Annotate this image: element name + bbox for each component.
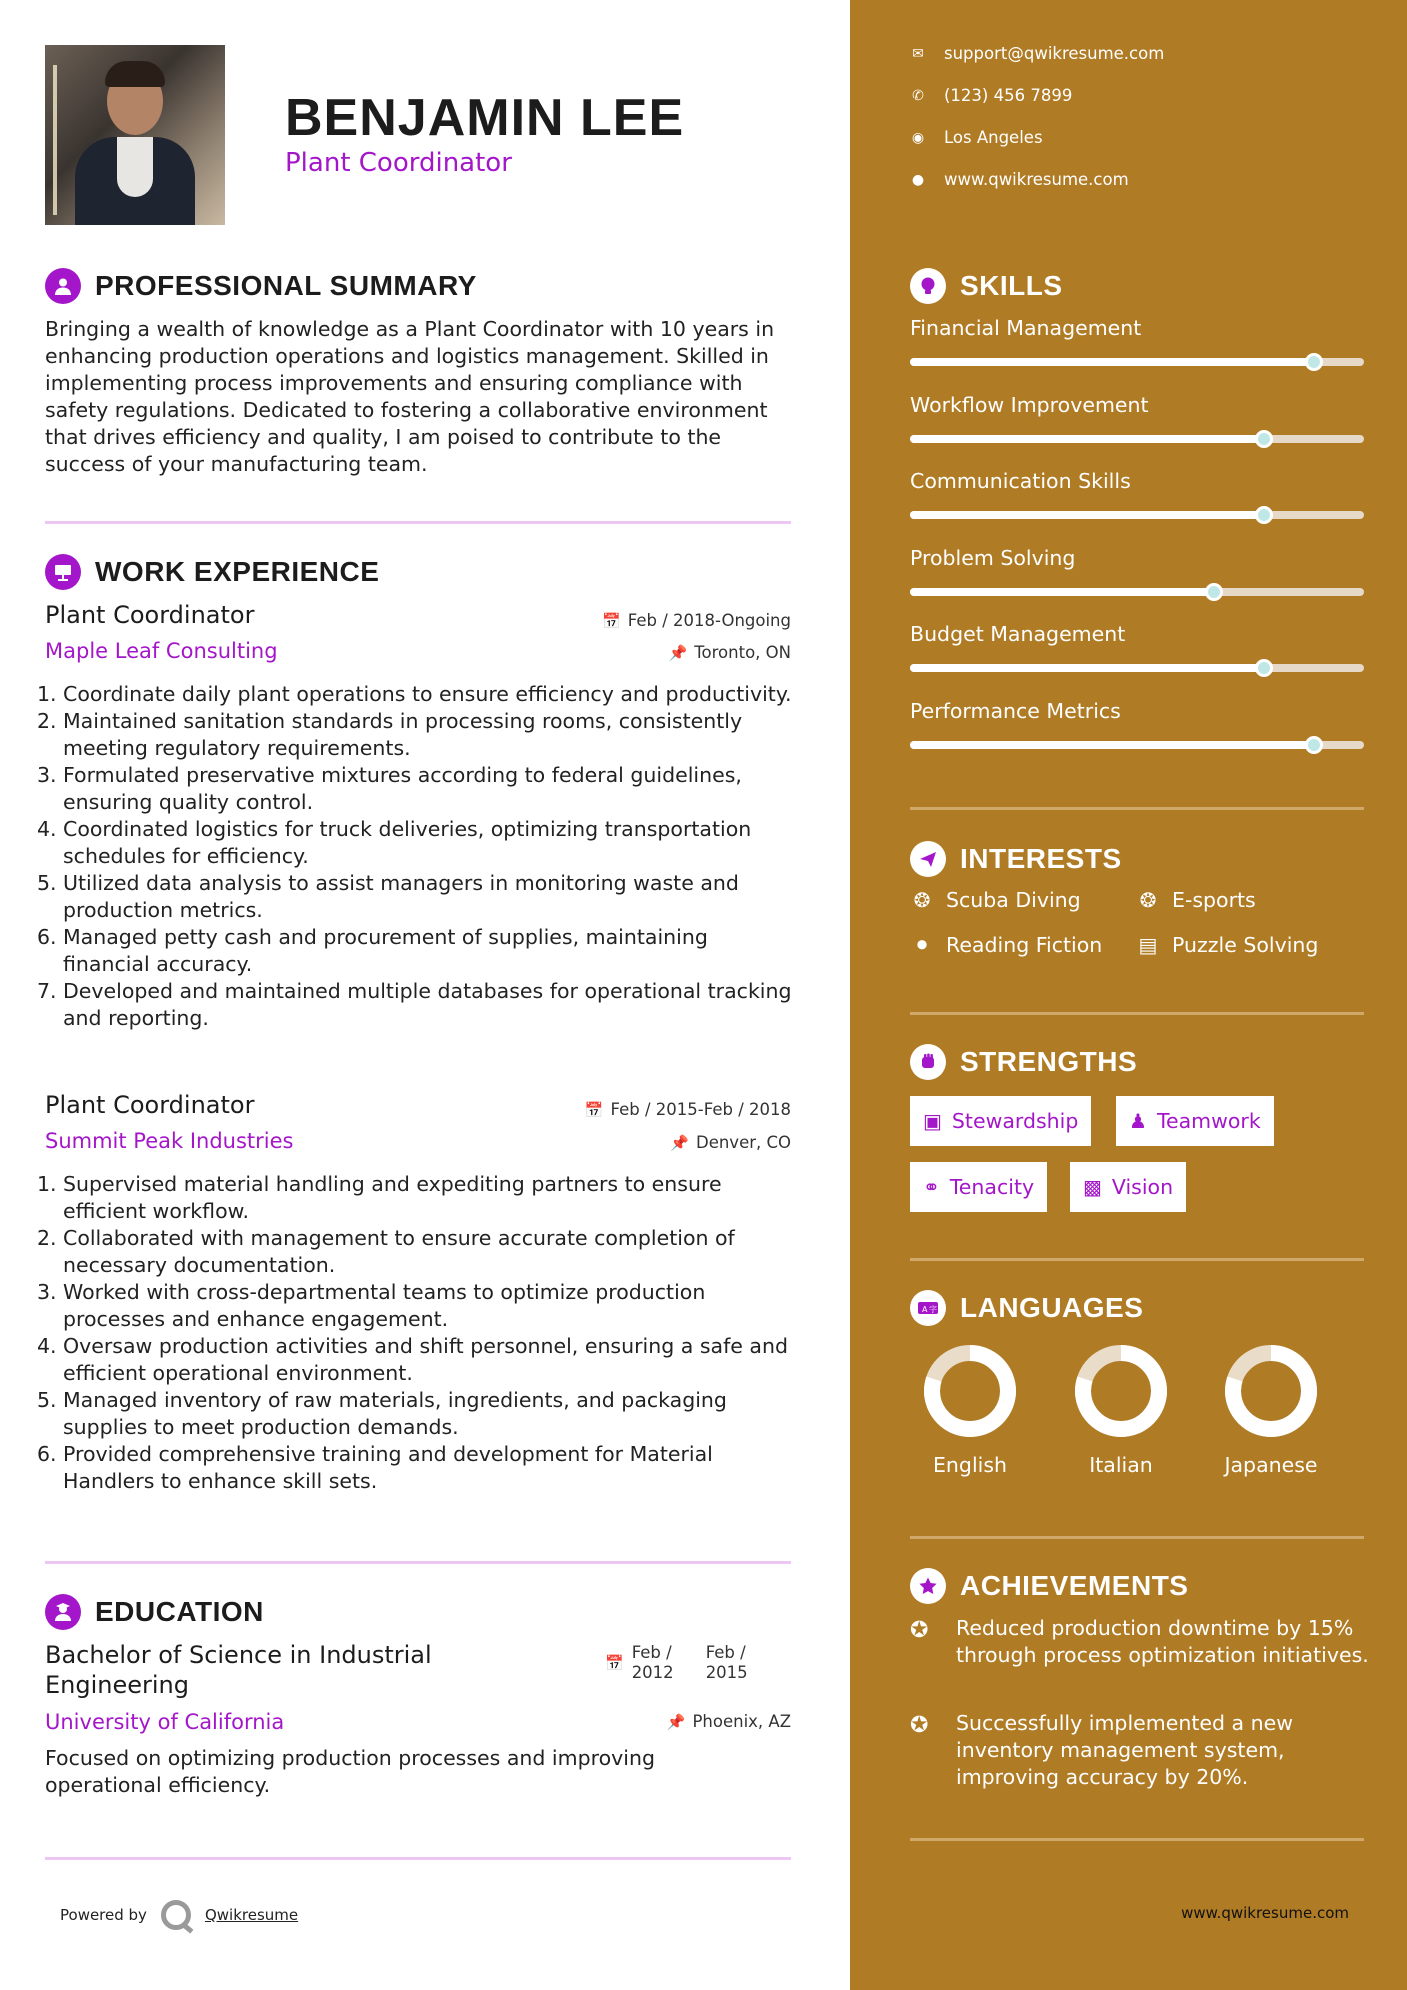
shooting-star-icon: ✪ bbox=[910, 1713, 929, 1738]
strength-tag bbox=[910, 1096, 1091, 1146]
languages-heading-text: LANGUAGES bbox=[960, 1292, 1144, 1323]
list-item bbox=[37, 1225, 795, 1279]
skill-name: Workflow Improvement bbox=[910, 392, 1149, 417]
brand-link[interactable]: Qwikresume bbox=[204, 1906, 299, 1924]
list-number: 1. bbox=[37, 682, 57, 706]
lifebuoy-icon: ❂ bbox=[1139, 888, 1157, 912]
strength-tag bbox=[1070, 1162, 1186, 1212]
list-number: 4. bbox=[37, 817, 57, 841]
job-location-text: Toronto, ON bbox=[694, 643, 791, 662]
list-item bbox=[37, 1441, 795, 1495]
education-start-month: Feb / bbox=[631, 1643, 672, 1662]
achievement-item bbox=[910, 1710, 1370, 1791]
user-icon bbox=[45, 268, 81, 304]
list-number: 2. bbox=[37, 709, 57, 733]
list-item bbox=[37, 1387, 795, 1441]
summary-heading bbox=[45, 268, 477, 304]
strength-tag bbox=[1116, 1096, 1274, 1146]
lifebuoy-icon: ❂ bbox=[913, 888, 931, 912]
interest-label: Scuba Diving bbox=[946, 888, 1081, 912]
job-duties-list bbox=[37, 681, 795, 1032]
interest-label: Reading Fiction bbox=[946, 933, 1103, 957]
education-dates bbox=[605, 1643, 748, 1683]
candidate-name: BENJAMIN LEE bbox=[285, 89, 685, 147]
list-item bbox=[37, 924, 795, 978]
skill-name: Performance Metrics bbox=[910, 698, 1121, 723]
skill-bar bbox=[910, 511, 1364, 519]
list-item bbox=[37, 1171, 795, 1225]
list-number: 5. bbox=[37, 871, 57, 895]
calendar-icon: 📅 bbox=[605, 1654, 624, 1672]
skill-bar-fill bbox=[910, 511, 1264, 519]
link-icon: ⚭ bbox=[923, 1175, 940, 1199]
list-item bbox=[37, 1333, 795, 1387]
list-number: 6. bbox=[37, 1442, 57, 1466]
job-company: Maple Leaf Consulting bbox=[45, 639, 278, 663]
list-item bbox=[37, 762, 795, 816]
list-number: 6. bbox=[37, 925, 57, 949]
location-text: Los Angeles bbox=[944, 128, 1043, 147]
divider bbox=[45, 1561, 791, 1564]
list-item bbox=[37, 978, 795, 1032]
skills-heading-text: SKILLS bbox=[960, 270, 1063, 301]
list-item bbox=[37, 816, 795, 870]
education-end-month: Feb / bbox=[705, 1643, 746, 1662]
education-heading-text: EDUCATION bbox=[95, 1596, 264, 1627]
degree-line-1: Bachelor of Science in Industrial bbox=[45, 1641, 432, 1669]
footer-site[interactable]: www.qwikresume.com bbox=[1181, 1904, 1349, 1922]
skill-name: Problem Solving bbox=[910, 545, 1076, 570]
skill-name: Budget Management bbox=[910, 622, 1126, 646]
list-text: Coordinated logistics for truck deliveries, optimizing transportation schedules for efficiency. bbox=[63, 817, 752, 868]
job-location bbox=[670, 1133, 791, 1152]
education-start-year: 2012 bbox=[631, 1663, 674, 1682]
job-location bbox=[669, 643, 791, 662]
list-text: Collaborated with management to ensure accurate completion of necessary documentation. bbox=[63, 1226, 735, 1277]
paper-plane-icon bbox=[910, 841, 946, 877]
language-name: English bbox=[932, 1453, 1008, 1477]
achievements-heading-text: ACHIEVEMENTS bbox=[960, 1570, 1189, 1601]
users-icon: ♟ bbox=[1129, 1109, 1147, 1133]
skill-bar-fill bbox=[910, 435, 1264, 443]
divider bbox=[910, 1536, 1364, 1539]
star-icon bbox=[910, 1568, 946, 1604]
job-title: Plant Coordinator bbox=[45, 1091, 255, 1119]
languages-heading bbox=[910, 1290, 1143, 1326]
education-location bbox=[667, 1712, 791, 1731]
list-item bbox=[37, 681, 795, 708]
interest-item bbox=[910, 888, 1081, 912]
list-item bbox=[37, 1279, 795, 1333]
profile-photo bbox=[45, 45, 225, 225]
skill-bar-knob bbox=[1255, 430, 1273, 448]
qwikresume-logo-icon bbox=[161, 1900, 191, 1930]
pin-icon: 📌 bbox=[668, 643, 688, 662]
binoculars-icon: ▩ bbox=[1083, 1175, 1102, 1199]
book-icon: ▤ bbox=[1138, 933, 1158, 957]
skill-name: Communication Skills bbox=[910, 469, 1131, 493]
phone-text: (123) 456 7899 bbox=[944, 86, 1073, 105]
language-name: Italian bbox=[1089, 1453, 1153, 1477]
shooting-star-icon: ✪ bbox=[910, 1618, 929, 1643]
school-name: University of California bbox=[45, 1710, 285, 1734]
skill-bar-knob bbox=[1305, 736, 1323, 754]
graduate-icon bbox=[45, 1594, 81, 1630]
list-text: Coordinate daily plant operations to ensure efficiency and productivity. bbox=[63, 682, 792, 706]
strength-label: Stewardship bbox=[951, 1109, 1079, 1133]
strength-label: Teamwork bbox=[1156, 1109, 1261, 1133]
interests-heading bbox=[910, 841, 1122, 877]
phone-icon: ✆ bbox=[912, 87, 924, 104]
svg-text:A: A bbox=[922, 1305, 928, 1314]
interest-item bbox=[1136, 888, 1256, 912]
globe-icon: ● bbox=[911, 171, 925, 188]
list-item bbox=[37, 708, 795, 762]
job-duties-list bbox=[37, 1171, 795, 1495]
skill-bar bbox=[910, 741, 1364, 749]
skill-bar bbox=[910, 664, 1364, 672]
skill-bar-fill bbox=[910, 741, 1314, 749]
list-number: 1. bbox=[37, 1172, 57, 1196]
list-text: Developed and maintained multiple databases for operational tracking and reporting. bbox=[63, 979, 792, 1030]
list-text: Maintained sanitation standards in processing rooms, consistently meeting regulatory requirements. bbox=[63, 709, 743, 760]
language-ring bbox=[922, 1343, 1018, 1439]
degree-line-2: Engineering bbox=[45, 1671, 189, 1699]
education-text: Focused on optimizing production processes and improving operational efficiency. bbox=[45, 1746, 655, 1797]
contact-email[interactable] bbox=[910, 44, 1164, 63]
job-company: Summit Peak Industries bbox=[45, 1129, 294, 1153]
job-dates-text: Feb / 2015-Feb / 2018 bbox=[610, 1100, 791, 1119]
list-text: Managed inventory of raw materials, ingredients, and packaging supplies to meet production demands. bbox=[63, 1388, 727, 1439]
divider bbox=[910, 1258, 1364, 1261]
svg-text:字: 字 bbox=[929, 1305, 937, 1314]
job-dates bbox=[602, 611, 791, 630]
list-text: Utilized data analysis to assist managers in monitoring waste and production metrics. bbox=[63, 871, 739, 922]
skill-bar-knob bbox=[1255, 506, 1273, 524]
education-location-text: Phoenix, AZ bbox=[692, 1712, 791, 1731]
interest-item bbox=[910, 933, 1102, 957]
email-text: support@qwikresume.com bbox=[944, 44, 1165, 63]
list-number: 5. bbox=[37, 1388, 57, 1412]
list-text: Oversaw production activities and shift personnel, ensuring a safe and efficient operational environment. bbox=[63, 1334, 788, 1385]
work-heading-text: WORK EXPERIENCE bbox=[95, 556, 380, 587]
pin-icon: 📌 bbox=[666, 1712, 686, 1731]
list-item bbox=[37, 870, 795, 924]
education-end-year: 2015 bbox=[705, 1663, 748, 1682]
map-pin-icon: ◉ bbox=[911, 129, 925, 146]
interest-label: Puzzle Solving bbox=[1172, 933, 1319, 957]
list-number: 3. bbox=[37, 763, 57, 787]
job-title: Plant Coordinator bbox=[45, 601, 255, 629]
skill-bar-knob bbox=[1305, 353, 1323, 371]
gamepad-icon: ⚫ bbox=[913, 933, 931, 957]
list-text: Supervised material handling and expediting partners to ensure efficient workflow. bbox=[63, 1172, 722, 1223]
achievement-text: Successfully implemented a new inventory management system, improving accuracy by 20%. bbox=[956, 1711, 1293, 1789]
education-start bbox=[632, 1643, 674, 1683]
pin-icon: 📌 bbox=[670, 1133, 689, 1152]
strength-label: Vision bbox=[1111, 1175, 1174, 1199]
achievement-text: Reduced production downtime by 15% through process optimization initiatives. bbox=[956, 1616, 1369, 1667]
language-ring bbox=[1073, 1343, 1169, 1439]
language-name: Japanese bbox=[1224, 1453, 1318, 1477]
work-heading bbox=[45, 554, 379, 590]
powered-by-text: Powered by bbox=[60, 1906, 147, 1924]
candidate-title: Plant Coordinator bbox=[285, 148, 512, 178]
contact-location bbox=[910, 128, 1043, 147]
lightbulb-icon bbox=[910, 268, 946, 304]
language-item bbox=[915, 1343, 1025, 1477]
interest-item bbox=[1136, 933, 1318, 957]
job-dates-text: Feb / 2018-Ongoing bbox=[627, 611, 791, 630]
envelope-icon: ✉ bbox=[912, 45, 924, 62]
list-text: Worked with cross-departmental teams to optimize production processes and enhance engagement. bbox=[63, 1280, 706, 1331]
language-item bbox=[1066, 1343, 1176, 1477]
divider bbox=[45, 1857, 791, 1860]
divider bbox=[910, 807, 1364, 810]
skill-bar bbox=[910, 435, 1364, 443]
education-heading bbox=[45, 1594, 264, 1630]
footer-brand bbox=[60, 1900, 298, 1930]
language-item bbox=[1216, 1343, 1326, 1477]
contact-website[interactable] bbox=[910, 170, 1129, 189]
skill-bar-knob bbox=[1255, 659, 1273, 677]
list-number: 7. bbox=[37, 979, 57, 1003]
divider bbox=[910, 1012, 1364, 1015]
summary-heading-text: PROFESSIONAL SUMMARY bbox=[95, 270, 477, 301]
divider bbox=[910, 1838, 1364, 1841]
calendar-icon: 📅 bbox=[602, 611, 621, 630]
skill-bar-fill bbox=[910, 588, 1214, 596]
summary-text: Bringing a wealth of knowledge as a Plant Coordinator with 10 years in enhancing production operations and logistics management. Skilled in implementing process improvements and ensuring compliance with safety regulations. Dedicated to fostering a collaborative environment that drives efficiency and quality, I am poised to contribute to the success of your manufacturing team. bbox=[45, 317, 775, 476]
strength-tag bbox=[910, 1162, 1047, 1212]
strengths-heading bbox=[910, 1044, 1137, 1080]
list-number: 4. bbox=[37, 1334, 57, 1358]
fist-icon bbox=[910, 1044, 946, 1080]
interests-heading-text: INTERESTS bbox=[960, 843, 1122, 874]
achievement-item bbox=[910, 1615, 1370, 1669]
skill-name: Financial Management bbox=[910, 316, 1142, 340]
strengths-heading-text: STRENGTHS bbox=[960, 1046, 1138, 1077]
skill-bar-fill bbox=[910, 664, 1264, 672]
skill-bar-knob bbox=[1205, 583, 1223, 601]
list-number: 3. bbox=[37, 1280, 57, 1304]
presentation-icon bbox=[45, 554, 81, 590]
job-dates bbox=[585, 1100, 791, 1119]
website-text: www.qwikresume.com bbox=[944, 170, 1129, 189]
skills-heading bbox=[910, 268, 1063, 304]
interest-label: E-sports bbox=[1172, 888, 1256, 912]
skill-bar bbox=[910, 588, 1364, 596]
list-text: Formulated preservative mixtures according to federal guidelines, ensuring quality control. bbox=[63, 763, 742, 814]
job-location-text: Denver, CO bbox=[695, 1133, 791, 1152]
strength-label: Tenacity bbox=[949, 1175, 1035, 1199]
divider bbox=[45, 521, 791, 524]
education-end bbox=[706, 1643, 748, 1683]
language-ring bbox=[1223, 1343, 1319, 1439]
briefcase-icon: ▣ bbox=[923, 1109, 942, 1133]
achievements-heading bbox=[910, 1568, 1188, 1604]
calendar-icon: 📅 bbox=[584, 1100, 604, 1119]
list-text: Provided comprehensive training and development for Material Handlers to enhance skill sets. bbox=[63, 1442, 713, 1493]
list-text: Managed petty cash and procurement of supplies, maintaining financial accuracy. bbox=[63, 925, 708, 976]
skill-bar-fill bbox=[910, 358, 1314, 366]
contact-phone[interactable] bbox=[910, 86, 1072, 105]
translate-icon bbox=[910, 1290, 946, 1326]
skill-bar bbox=[910, 358, 1364, 366]
list-number: 2. bbox=[37, 1226, 57, 1250]
